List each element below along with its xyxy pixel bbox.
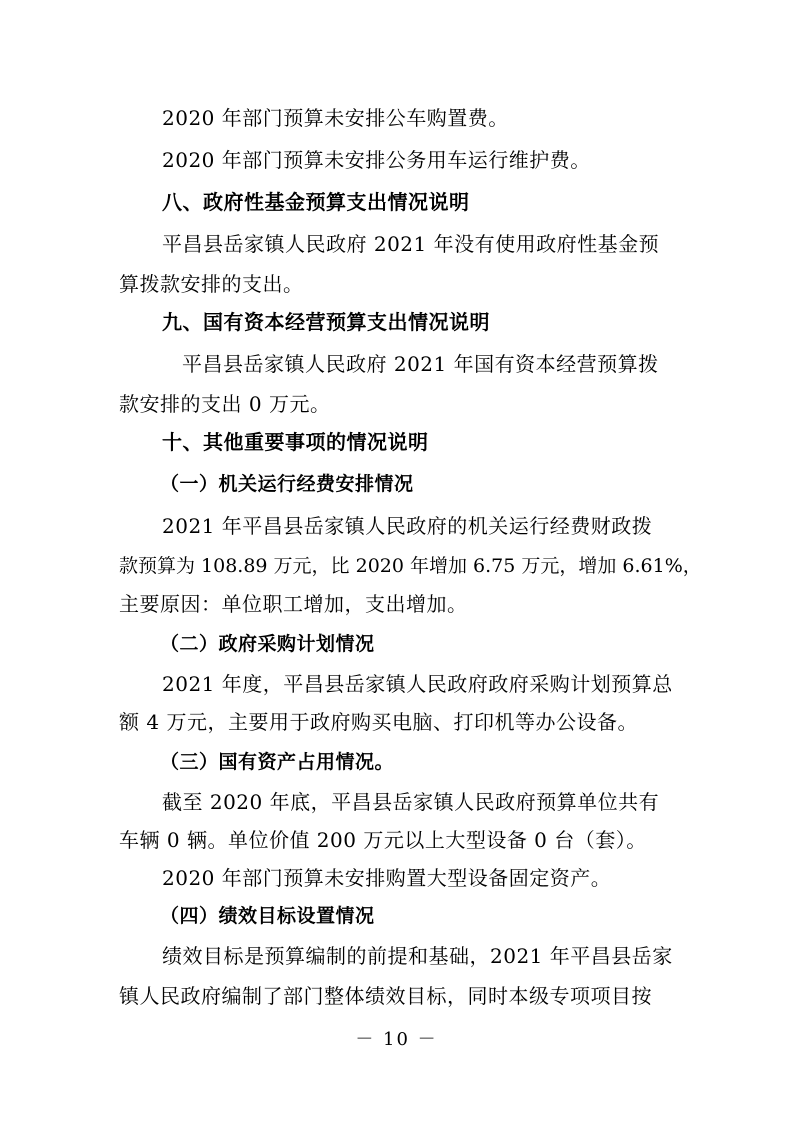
paragraph-line: 2020 年部门预算未安排公务用车运行维护费。 xyxy=(162,148,591,172)
subsection-heading-2: （二）政府采购计划情况 xyxy=(160,633,375,655)
paragraph-line: 平昌县岳家镇人民政府 2021 年没有使用政府性基金预 xyxy=(162,232,660,256)
paragraph-line: 绩效目标是预算编制的前提和基础，2021 年平昌县岳家 xyxy=(162,944,673,968)
section-heading-8: 八、政府性基金预算支出情况说明 xyxy=(162,190,470,214)
paragraph-line: 款安排的支出 0 万元。 xyxy=(119,392,331,416)
paragraph-line: 款预算为 108.89 万元，比 2020 年增加 6.75 万元，增加 6.61%， xyxy=(119,555,702,577)
paragraph-line: 2021 年度，平昌县岳家镇人民政府政府采购计划预算总 xyxy=(162,672,673,696)
paragraph-line: 2020 年部门预算未安排购置大型设备固定资产。 xyxy=(162,866,612,890)
subsection-heading-4: （四）绩效目标设置情况 xyxy=(160,905,375,927)
paragraph-line: 镇人民政府编制了部门整体绩效目标，同时本级专项项目按 xyxy=(119,984,652,1008)
paragraph-line: 截至 2020 年底，平昌县岳家镇人民政府预算单位共有 xyxy=(162,790,660,814)
subsection-heading-3: （三）国有资产占用情况。 xyxy=(160,751,395,773)
page-number: － 10 － xyxy=(355,1029,438,1050)
subsection-heading-1: （一）机关运行经费安排情况 xyxy=(160,473,414,495)
paragraph-line: 额 4 万元，主要用于政府购买电脑、打印机等办公设备。 xyxy=(119,710,638,734)
section-heading-10: 十、其他重要事项的情况说明 xyxy=(162,430,429,454)
paragraph-line: 车辆 0 辆。单位价值 200 万元以上大型设备 0 台（套）。 xyxy=(119,828,647,852)
paragraph-line: 平昌县岳家镇人民政府 2021 年国有资本经营预算拨 xyxy=(182,352,659,376)
paragraph-line: 2020 年部门预算未安排公车购置费。 xyxy=(162,106,509,130)
paragraph-line: 算拨款安排的支出。 xyxy=(119,272,304,296)
paragraph-line: 2021 年平昌县岳家镇人民政府的机关运行经费财政拨 xyxy=(162,514,653,538)
section-heading-9: 九、国有资本经营预算支出情况说明 xyxy=(162,310,490,334)
paragraph-line: 主要原因：单位职工增加，支出增加。 xyxy=(119,592,468,616)
